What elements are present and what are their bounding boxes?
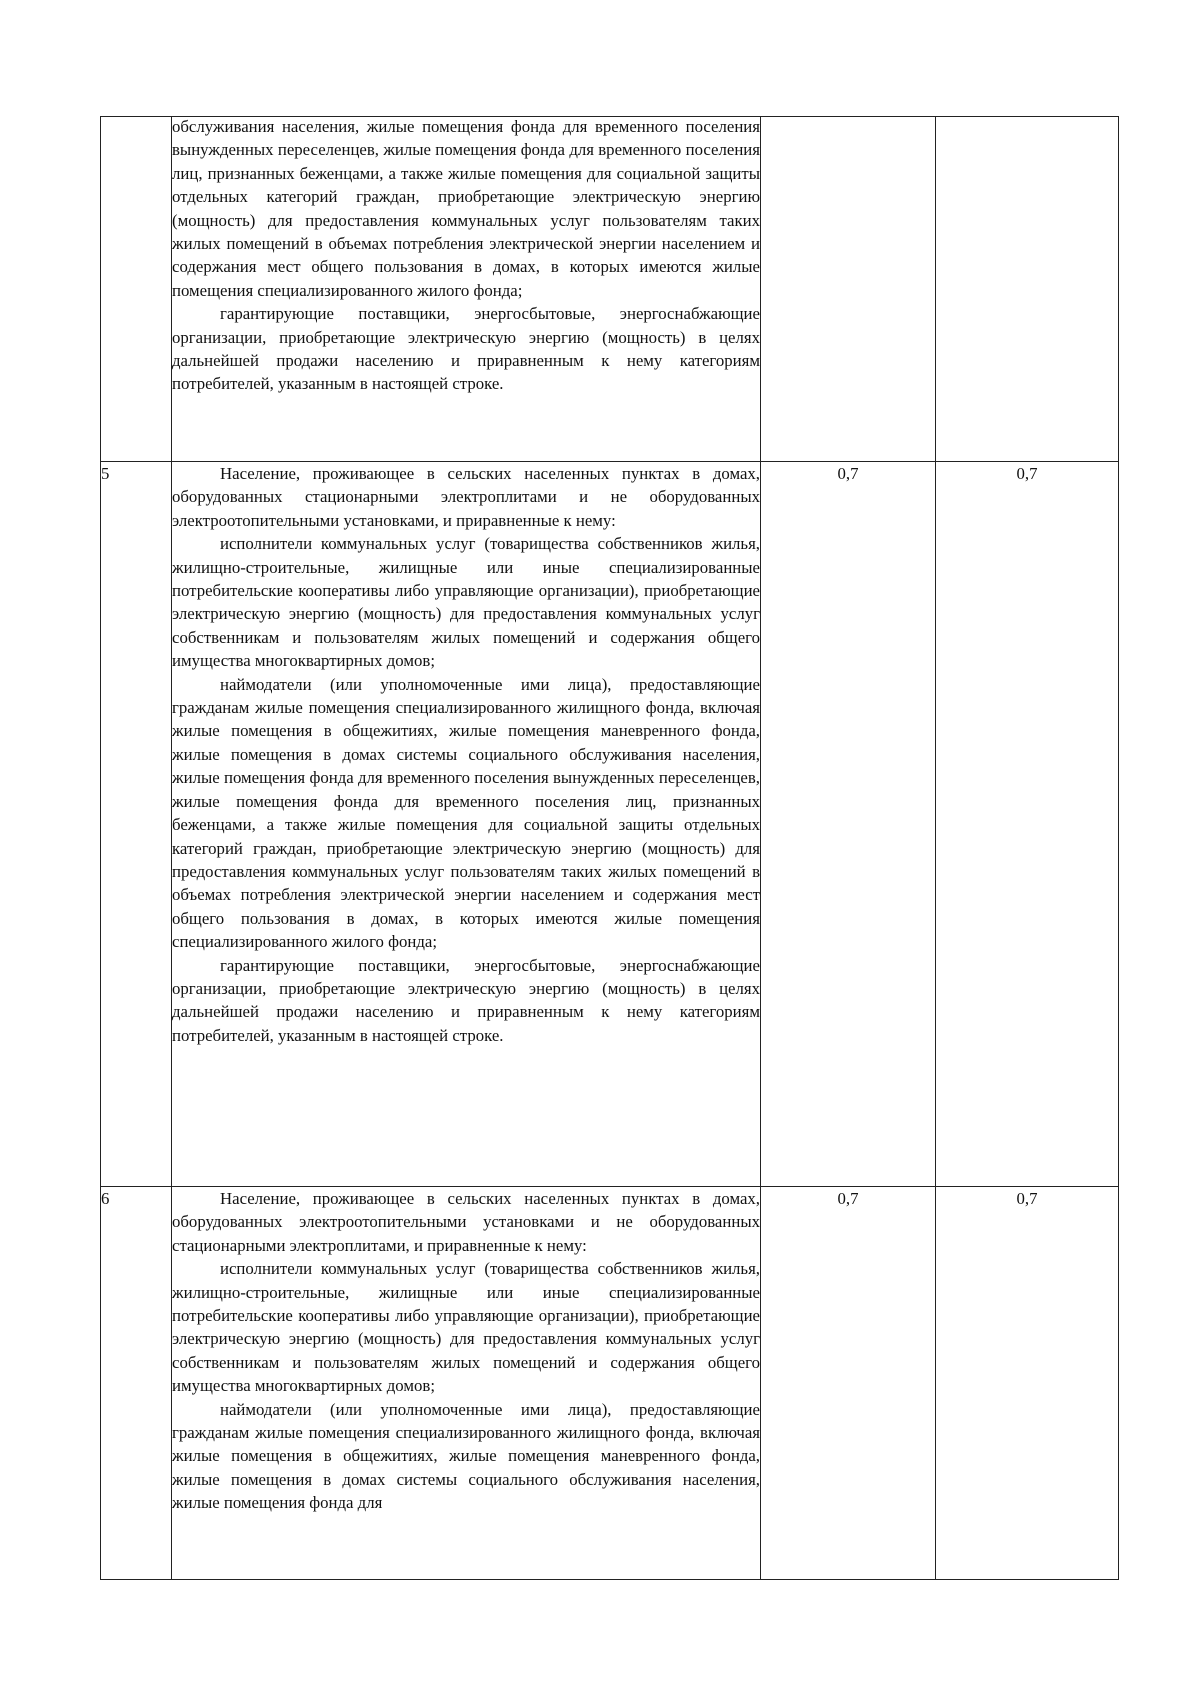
row-number-cell: 6 bbox=[101, 1187, 172, 1580]
table-row bbox=[101, 1187, 1119, 1580]
row-number-cell bbox=[101, 117, 172, 462]
description-paragraph: гарантирующие поставщики, энергосбытовые, энергоснабжающие организации, приобретающие электрическую энергию (мощность) в целях дальнейшей продажи населению и приравненным к нему категориям потребителей, указанным в настоящей строке. bbox=[172, 955, 760, 1045]
description-paragraph: исполнители коммунальных услуг (товарищества собственников жилья, жилищно-строительные, жилищные или иные специализированные потребительские кооперативы либо управляющие организации), приобретающие электрическую энергию (мощность) для предоставления коммунальных услуг собственникам и пользователям жилых помещений и содержания общего имущества многоквартирных домов; bbox=[172, 1259, 760, 1396]
row-value-2-cell: 0,7 bbox=[936, 462, 1119, 1187]
description-paragraph: исполнители коммунальных услуг (товарищества собственников жилья, жилищно-строительные, жилищные или иные специализированные потребительские кооперативы либо управляющие организации), приобретающие электрическую энергию (мощность) для предоставления коммунальных услуг собственникам и пользователям жилых помещений и содержания общего имущества многоквартирных домов; bbox=[172, 534, 760, 671]
description-paragraph: гарантирующие поставщики, энергосбытовые, энергоснабжающие организации, приобретающие электрическую энергию (мощность) в целях дальнейшей продажи населению и приравненным к нему категориям потребителей, указанным в настоящей строке. bbox=[172, 304, 760, 394]
row-description-cell bbox=[172, 1187, 761, 1580]
row-value-1-cell bbox=[761, 117, 936, 462]
row-value-2-cell bbox=[936, 117, 1119, 462]
row-value-2-cell: 0,7 bbox=[936, 1187, 1119, 1580]
table-row bbox=[101, 117, 1119, 462]
description-paragraph: Население, проживающее в сельских населенных пунктах в домах, оборудованных электроотопительными установками и не оборудованных стационарными электроплитами, и приравненные к нему: bbox=[172, 1189, 760, 1255]
row-description-cell bbox=[172, 117, 761, 462]
description-paragraph: наймодатели (или уполномоченные ими лица), предоставляющие гражданам жилые помещения специализированного жилищного фонда, включая жилые помещения в общежитиях, жилые помещения маневренного фонда, жилые помещения в домах системы социального обслуживания населения, жилые помещения фонда для временного поселения вынужденных переселенцев, жилые помещения фонда для временного поселения лиц, признанных беженцами, а также жилые помещения для социальной защиты отдельных категорий граждан, приобретающие электрическую энергию (мощность) для предоставления коммунальных услуг пользователям таких жилых помещений в объемах потребления электрической энергии населением и содержания мест общего пользования в домах, в которых имеются жилые помещения специализированного жилого фонда; bbox=[172, 674, 760, 952]
description-paragraph: обслуживания населения, жилые помещения фонда для временного поселения вынужденных переселенцев, жилые помещения фонда для временного поселения лиц, признанных беженцами, а также жилые помещения для социальной защиты отдельных категорий граждан, приобретающие электрическую энергию (мощность) для предоставления коммунальных услуг пользователям таких жилых помещений в объемах потребления электрической энергии населением и содержания мест общего пользования в домах, в которых имеются жилые помещения специализированного жилого фонда; bbox=[172, 117, 760, 300]
description-paragraph: наймодатели (или уполномоченные ими лица), предоставляющие гражданам жилые помещения специализированного жилищного фонда, включая жилые помещения в общежитиях, жилые помещения маневренного фонда, жилые помещения в домах системы социального обслуживания населения, жилые помещения фонда для bbox=[172, 1399, 760, 1513]
row-value-1-cell: 0,7 bbox=[761, 1187, 936, 1580]
table-row bbox=[101, 462, 1119, 1187]
tariff-table bbox=[100, 116, 1119, 1580]
row-description-cell bbox=[172, 462, 761, 1187]
description-paragraph: Население, проживающее в сельских населенных пунктах в домах, оборудованных стационарными электроплитами и не оборудованных электроотопительными установками, и приравненные к нему: bbox=[172, 464, 760, 530]
row-number-cell: 5 bbox=[101, 462, 172, 1187]
row-value-1-cell: 0,7 bbox=[761, 462, 936, 1187]
